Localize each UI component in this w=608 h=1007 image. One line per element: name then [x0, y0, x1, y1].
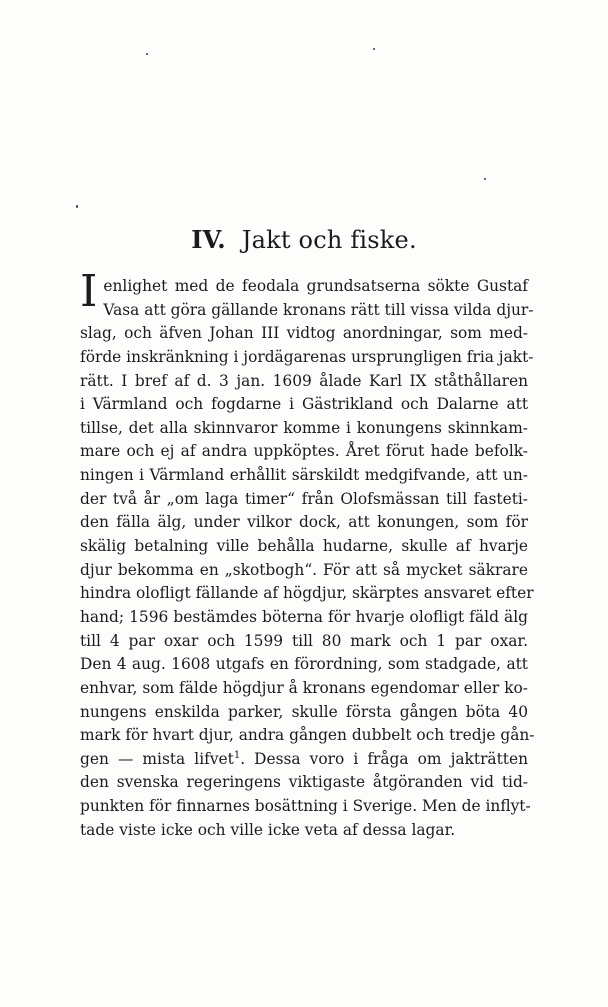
text-line: skälig betalning ville behålla hudarne, skulle af hvarje: [80, 537, 528, 556]
text-line-with-footnote: [80, 748, 528, 772]
text-line: der två år „om laga timer“ från Olofsmässan till fasteti-: [80, 489, 528, 508]
print-speck: [373, 48, 375, 50]
text-line: tade viste icke och ville icke veta af dessa lagar.: [80, 820, 456, 839]
text-line: hindra olofligt fällande af högdjur, skärptes ansvaret efter: [80, 584, 534, 603]
text-fragment: . Dessa voro i fråga om jakträtten: [240, 749, 528, 768]
text-line: ningen i Värmland erhållit särskildt medgifvande, att un-: [80, 466, 528, 485]
text-line: slag, och äfven Johan III vidtog anordningar, som med-: [80, 324, 528, 343]
print-speck: [146, 53, 148, 55]
chapter-number: IV.: [191, 225, 226, 254]
print-speck: [76, 205, 78, 208]
text-line: till 4 par oxar och 1599 till 80 mark och 1 par oxar.: [80, 631, 528, 650]
text-line: enhvar, som fälde högdjur å kronans egendomar eller ko-: [80, 678, 528, 697]
drop-cap: I: [80, 266, 98, 317]
text-line: i Värmland och fogdarne i Gästrikland och Dalarne att: [80, 395, 528, 414]
text-line: Vasa att göra gällande kronans rätt till vissa vilda djur-: [103, 300, 534, 319]
chapter-heading: [0, 222, 608, 258]
text-fragment: gen — mista lifvet: [80, 749, 234, 768]
chapter-title: Jakt och fiske.: [241, 226, 417, 254]
footnote-mark[interactable]: 1: [233, 749, 241, 761]
text-line: rätt. I bref af d. 3 jan. 1609 ålade Karl IX ståthållaren: [80, 371, 528, 390]
text-line: tillse, det alla skinnvaror komme i konungens skinnkam-: [80, 418, 528, 437]
text-line: den fälla älg, under vilkor dock, att konungen, som för: [80, 513, 528, 532]
text-line: nungens enskilda parker, skulle första gången böta 40: [80, 702, 528, 721]
print-speck: [484, 178, 486, 180]
text-line: enlighet med de feodala grundsatserna sökte Gustaf: [103, 277, 528, 295]
text-line: den svenska regeringens viktigaste åtgöranden vid tid-: [80, 773, 528, 792]
text-line: mare och ej af andra uppköptes. Året förut hade befolk-: [80, 442, 528, 461]
text-line: punkten för finnarnes bosättning i Sverige. Men de inflyt-: [80, 797, 531, 816]
text-line: Den 4 aug. 1608 utgafs en förordning, som stadgade, att: [80, 655, 528, 674]
text-line: djur bekomma en „skotbogh“. För att så mycket säkrare: [80, 560, 528, 579]
text-line: mark för hvart djur, andra gången dubbelt och tredje gån-: [80, 726, 535, 745]
body-text: [80, 266, 535, 842]
text-line: förde inskränkning i jordägarenas ursprungligen fria jakt-: [80, 347, 534, 366]
text-line: hand; 1596 bestämdes böterna för hvarje olofligt fäld älg: [80, 607, 528, 626]
